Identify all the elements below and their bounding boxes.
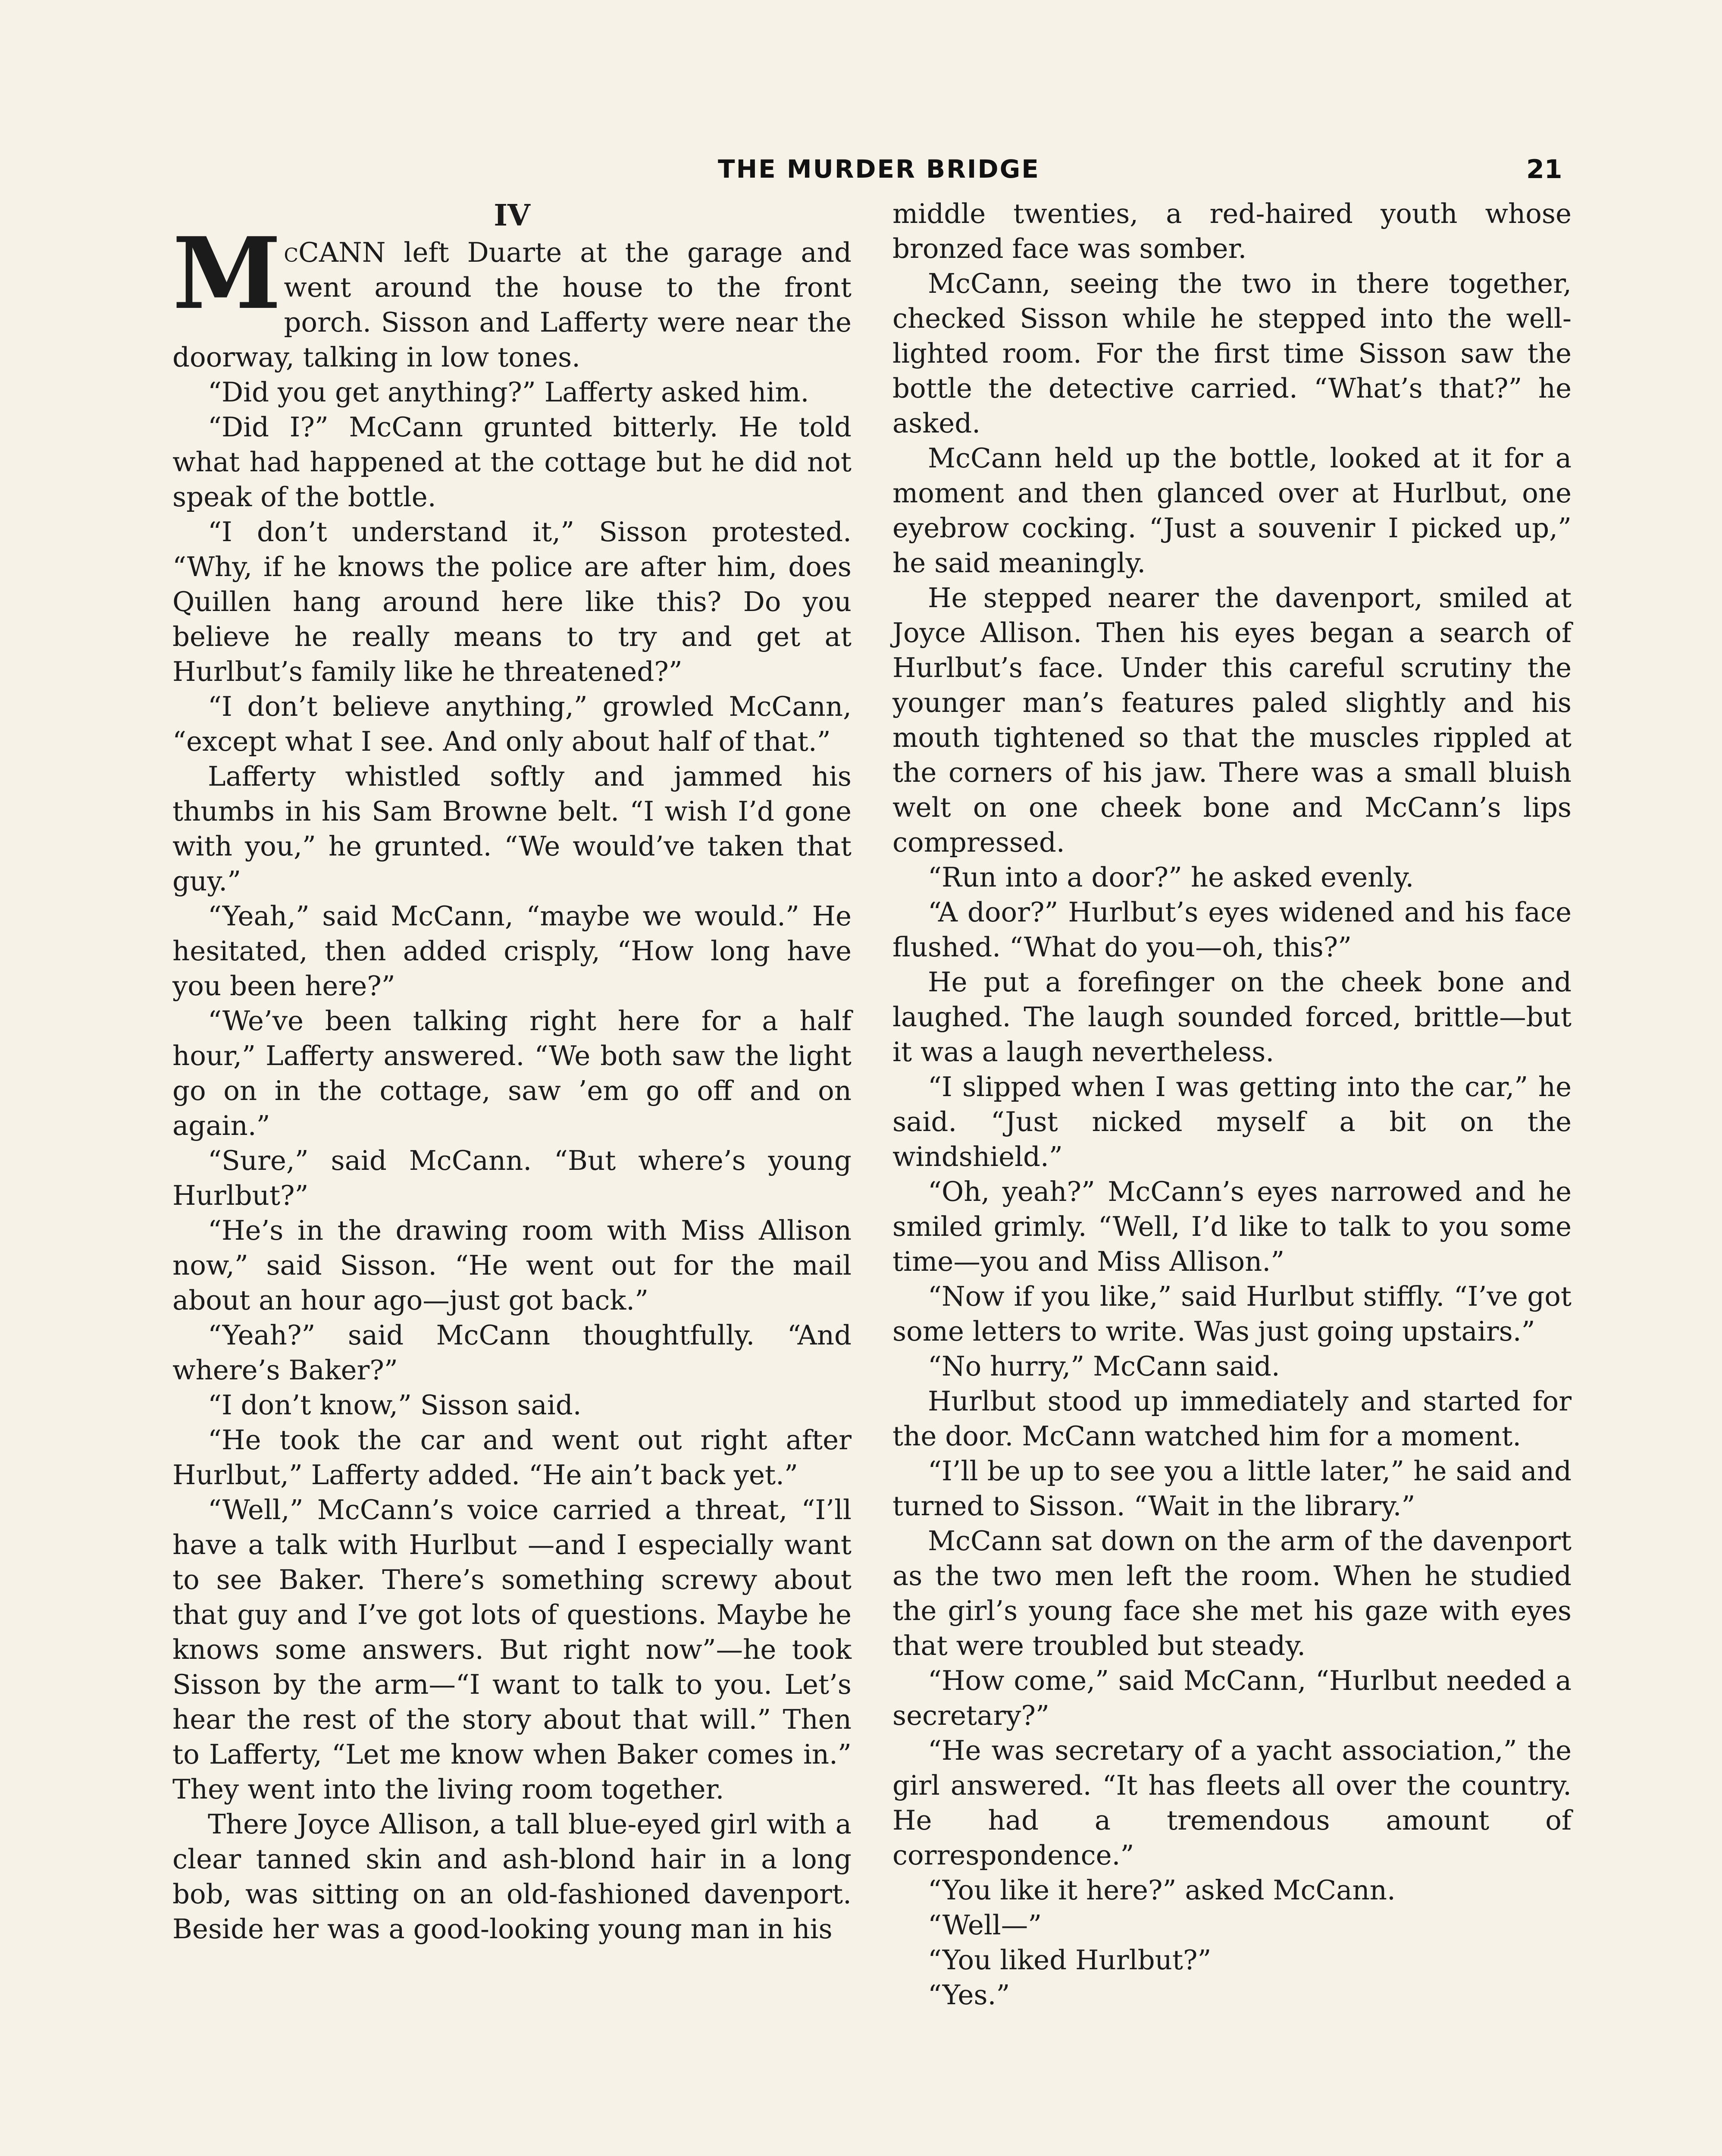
- paragraph: “We’ve been talking right here for a half hour,” Lafferty answered. “We both saw the light go on in the cottage, saw ’em go off and on again.”: [172, 1005, 852, 1141]
- paragraph: “Did you get anything?” Lafferty asked him.: [208, 376, 809, 408]
- paragraph: There Joyce Allison, a tall blue-eyed girl with a clear tanned skin and ash-blond hair in a long bob, was sitting on an old-fashioned davenport. Beside her was a good-looking young man in his: [172, 1808, 852, 1945]
- paragraph: “Yeah,” said McCann, “maybe we would.” He hesitated, then added crisply, “How long have you been here?”: [172, 900, 852, 1002]
- paragraph: “He’s in the drawing room with Miss Allison now,” said Sisson. “He went out for the mail about an hour ago—just got back.”: [172, 1215, 852, 1316]
- paragraph: “You liked Hurlbut?”: [928, 1944, 1212, 1976]
- paragraph: He stepped nearer the davenport, smiled at Joyce Allison. Then his eyes began a search of Hurlbut’s face. Under this careful scrutiny the younger man’s features paled slightly and his mouth tightened so that the muscles rippled at the corners of his jaw. There was a small bluish welt on one cheek bone and McCann’s lips compressed.: [892, 582, 1572, 858]
- paragraph: “You like it here?” asked McCann.: [928, 1874, 1396, 1906]
- paragraph: “No hurry,” McCann said.: [928, 1351, 1280, 1382]
- paragraph: “Now if you like,” said Hurlbut stiffly. “I’ve got some letters to write. Was just going upstairs.”: [892, 1281, 1572, 1347]
- left-column: [172, 196, 852, 2156]
- paragraph: “I slipped when I was getting into the car,” he said. “Just nicked myself a bit on the windshield.”: [892, 1071, 1572, 1172]
- right-column: [892, 196, 1572, 2156]
- right-paragraphs: [892, 266, 1572, 2012]
- paragraph: “Oh, yeah?” McCann’s eyes narrowed and he smiled grimly. “Well, I’d like to talk to you some time—you and Miss Allison.”: [892, 1176, 1572, 1277]
- paragraph: Hurlbut stood up immediately and started for the door. McCann watched him for a moment.: [892, 1385, 1572, 1452]
- running-title: THE MURDER BRIDGE: [718, 154, 1040, 184]
- paragraph: “He took the car and went out right after Hurlbut,” Lafferty added. “He ain’t back yet.”: [172, 1424, 852, 1491]
- paragraph: “I don’t believe anything,” growled McCann, “except what I see. And only about half of that.”: [172, 691, 852, 757]
- opening-word: cCANN: [284, 237, 386, 268]
- paragraph: “Did I?” McCann grunted bitterly. He told what had happened at the cottage but he did not speak of the bottle.: [172, 411, 852, 513]
- paragraph: “Well—”: [928, 1909, 1042, 1941]
- paragraph: Lafferty whistled softly and jammed his thumbs in his Sam Browne belt. “I wish I’d gone with you,” he grunted. “We would’ve taken that guy.”: [172, 761, 852, 897]
- paragraph: “Yes.”: [928, 1979, 1010, 2011]
- paragraph: “Yeah?” said McCann thoughtfully. “And where’s Baker?”: [172, 1319, 852, 1386]
- paragraph: “Run into a door?” he asked evenly.: [928, 862, 1414, 893]
- paragraph: “A door?” Hurlbut’s eyes widened and his face flushed. “What do you—oh, this?”: [892, 896, 1572, 963]
- continued-paragraph: middle twenties, a red-haired youth whose bronzed face was somber.: [892, 198, 1572, 264]
- running-header: [0, 154, 1722, 193]
- paragraph: McCann, seeing the two in there together, checked Sisson while he stepped into the well-lighted room. For the first time Sisson saw the bottle the detective carried. “What’s that?” he asked.: [892, 268, 1572, 439]
- paragraph: “He was secretary of a yacht association,” the girl answered. “It has fleets all over the country. He had a tremendous amount of correspondence.”: [892, 1735, 1572, 1871]
- paragraph: “I don’t understand it,” Sisson protested. “Why, if he knows the police are after him, does Quillen hang around here like this? Do you believe he really means to try and get at Hurlbut’s family like he threatened?”: [172, 516, 852, 687]
- left-paragraphs: [172, 375, 852, 1946]
- paragraph: “I’ll be up to see you a little later,” he said and turned to Sisson. “Wait in the library.”: [892, 1455, 1572, 1522]
- paragraph: “How come,” said McCann, “Hurlbut needed a secretary?”: [892, 1665, 1572, 1731]
- page-number: 21: [1526, 154, 1562, 185]
- paragraph: McCann sat down on the arm of the davenport as the two men left the room. When he studied the girl’s young face she met his gaze with eyes that were troubled but steady.: [892, 1525, 1572, 1661]
- paragraph: “I don’t know,” Sisson said.: [208, 1389, 582, 1421]
- drop-cap-letter: M: [172, 216, 282, 331]
- opening-text: left Duarte at the garage and went around the house to the front porch. Sisson and Lafferty were near the doorway, talking in low tones.: [172, 237, 852, 373]
- paragraph: McCann held up the bottle, looked at it for a moment and then glanced over at Hurlbut, one eyebrow cocking. “Just a souvenir I picked up,” he said meaningly.: [892, 442, 1572, 579]
- chapter-heading: IV: [494, 198, 530, 233]
- paragraph: “Well,” McCann’s voice carried a threat, “I’ll have a talk with Hurlbut —and I especially want to see Baker. There’s something screwy about that guy and I’ve got lots of questions. Maybe he knows some answers. But right now”—he took Sisson by the arm—“I want to talk to you. Let’s hear the rest of the story about that will.” Then to Lafferty, “Let me know when Baker comes in.” They went into the living room together.: [172, 1494, 852, 1805]
- opening-paragraph: [172, 216, 852, 375]
- paragraph: He put a forefinger on the cheek bone and laughed. The laugh sounded forced, brittle—but it was a laugh nevertheless.: [892, 966, 1572, 1068]
- paragraph: “Sure,” said McCann. “But where’s young Hurlbut?”: [172, 1145, 852, 1211]
